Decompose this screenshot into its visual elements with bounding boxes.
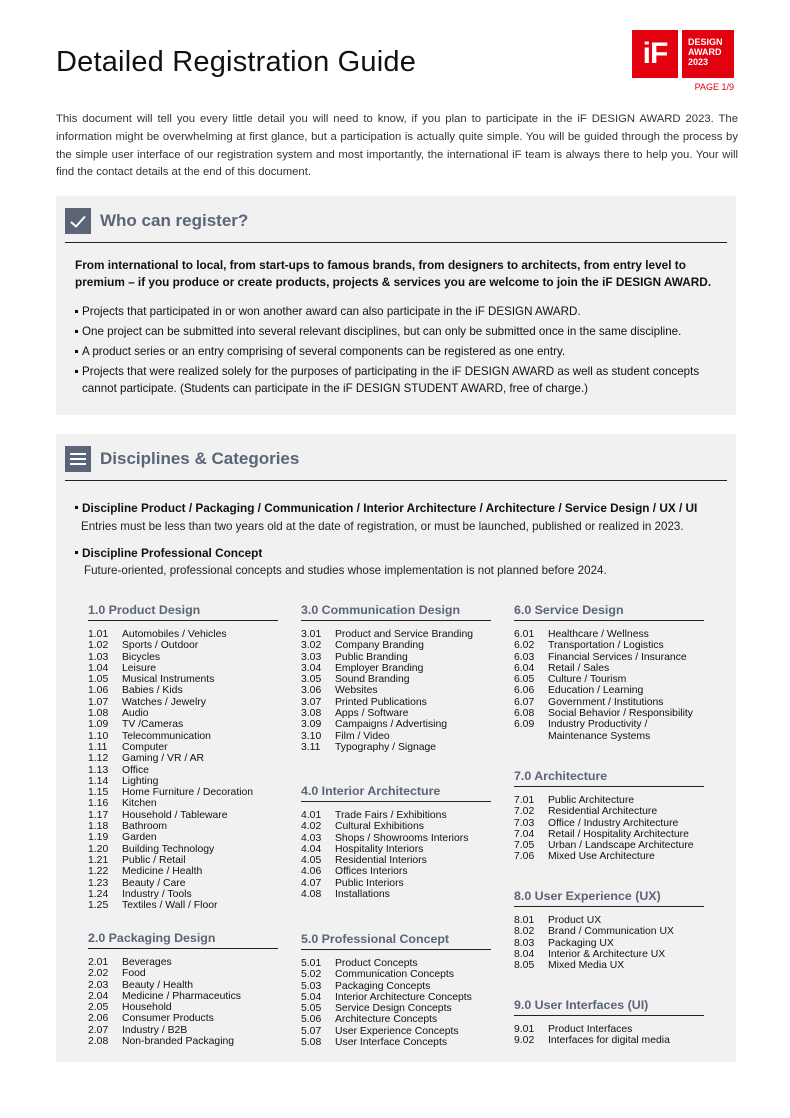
category-number: 1.04 [88, 662, 109, 674]
category-number: 1.24 [88, 888, 109, 900]
category-list [301, 810, 491, 900]
category-name: Product Concepts [335, 958, 418, 969]
category-name: Interior Architecture Concepts [335, 991, 472, 1003]
category-title: 9.0 User Interfaces (UI) [514, 998, 704, 1016]
category-name: Residential Architecture [548, 806, 658, 818]
category-item [88, 652, 278, 663]
discipline-description: Future-oriented, professional concepts and studies whose implementation is not planned before 2024. [84, 564, 607, 577]
category-item [514, 674, 704, 685]
category-number: 3.05 [301, 674, 322, 686]
category-list [88, 957, 278, 1047]
category-name: Non-branded Packaging [122, 1036, 235, 1048]
category-number: 6.04 [514, 662, 535, 674]
category-number: 7.03 [514, 817, 535, 829]
category-communication-design [301, 603, 491, 753]
category-name: Printed Publications [335, 696, 427, 708]
category-name: User Experience Concepts [335, 1025, 459, 1037]
category-item [514, 949, 704, 960]
list-icon [65, 446, 91, 472]
category-title: 1.0 Product Design [88, 603, 278, 621]
category-name: Government / Institutions [548, 696, 664, 708]
category-user-experience [514, 889, 704, 971]
category-item [88, 640, 278, 651]
category-name: Transportation / Logistics [548, 640, 664, 652]
category-item [88, 889, 278, 900]
who-can-register-panel [56, 196, 736, 415]
category-name: Household / Tableware [122, 809, 228, 821]
category-number: 1.05 [88, 674, 109, 686]
category-item [301, 697, 491, 708]
category-number: 1.25 [88, 900, 109, 912]
category-name: Gaming / VR / AR [122, 753, 204, 765]
category-item [301, 878, 491, 889]
category-name: Product Interfaces [548, 1024, 633, 1035]
category-item [301, 685, 491, 696]
category-name: Mixed Use Architecture [548, 851, 655, 863]
category-name: Websites [335, 685, 378, 697]
category-name: Food [122, 968, 146, 980]
category-number: 1.12 [88, 753, 109, 765]
category-title: 3.0 Communication Design [301, 603, 491, 621]
category-service-design [514, 603, 704, 742]
list-item: Projects that participated in or won another award can also participate in the iF DESIGN AWARD. [75, 303, 720, 320]
category-item [514, 806, 704, 817]
who-bullet-list [75, 303, 720, 400]
category-item [88, 674, 278, 685]
category-number: 6.08 [514, 708, 535, 720]
category-number: 2.03 [88, 979, 109, 991]
category-name: Employer Branding [335, 662, 424, 674]
category-number: 1.19 [88, 832, 109, 844]
category-name: Cultural Exhibitions [335, 821, 424, 833]
page-title: Detailed Registration Guide [56, 46, 417, 78]
category-item [301, 889, 491, 900]
category-number: 8.04 [514, 948, 535, 960]
category-title: 7.0 Architecture [514, 769, 704, 787]
category-number: 4.01 [301, 810, 322, 821]
category-number: 2.06 [88, 1013, 109, 1025]
category-item [88, 765, 278, 776]
category-list [301, 958, 491, 1048]
category-number: 5.08 [301, 1037, 322, 1049]
category-name: TV /Cameras [122, 719, 184, 731]
category-number: 5.03 [301, 980, 322, 992]
category-item [88, 776, 278, 787]
category-number: 5.07 [301, 1025, 322, 1037]
category-number: 1.10 [88, 730, 109, 742]
category-item [88, 1036, 278, 1047]
category-name: Public Branding [335, 651, 408, 663]
category-name: Interior & Architecture UX [548, 948, 666, 960]
category-item [88, 980, 278, 991]
category-number: 1.23 [88, 877, 109, 889]
category-item [301, 629, 491, 640]
discipline-heading: Discipline Professional Concept [75, 546, 262, 560]
if-design-award-logo [632, 30, 734, 78]
category-item [514, 960, 704, 971]
category-number: 7.05 [514, 840, 535, 852]
category-number: 1.14 [88, 775, 109, 787]
category-title: 4.0 Interior Architecture [301, 784, 491, 802]
category-name: Mixed Media UX [548, 960, 625, 972]
intro-paragraph: This document will tell you every little detail you will need to know, if you plan to participate in the iF DESIGN AWARD 2023. The information might be overwhelming at first glance, but a participation is actually quite simple. You will be guided through the process by the simple user interface of our registration system and most importantly, the international iF team is always there to help you. Your will find the contact details at the end of this document. [56, 113, 738, 179]
category-name: Automobiles / Vehicles [122, 629, 227, 640]
category-item [301, 981, 491, 992]
category-item [301, 866, 491, 877]
category-name: Financial Services / Insurance [548, 651, 687, 663]
category-number: 6.06 [514, 685, 535, 697]
category-number: 4.03 [301, 832, 322, 844]
category-number: 3.11 [301, 741, 321, 753]
category-item [301, 742, 491, 753]
category-item [514, 1035, 704, 1046]
category-item [301, 810, 491, 821]
category-name: User Interface Concepts [335, 1037, 448, 1049]
category-item [301, 1003, 491, 1014]
category-number: 1.20 [88, 843, 109, 855]
disciplines-header [65, 446, 299, 472]
category-name: Campaigns / Advertising [335, 719, 448, 731]
category-name: Industry / Tools [122, 888, 192, 900]
category-number: 8.03 [514, 937, 535, 949]
category-item [301, 833, 491, 844]
list-item: One project can be submitted into several relevant disciplines, but can only be submitted once in the same discipline. [75, 323, 720, 340]
category-item [88, 787, 278, 798]
category-number: 1.11 [88, 741, 108, 753]
logo-mark: iF [632, 30, 678, 78]
category-packaging-design [88, 931, 278, 1047]
category-number: 4.07 [301, 877, 322, 889]
category-item [88, 663, 278, 674]
category-number: 6.07 [514, 696, 535, 708]
category-item [514, 915, 704, 926]
category-item [514, 629, 704, 640]
category-name: Apps / Software [335, 708, 409, 720]
category-name: Trade Fairs / Exhibitions [335, 810, 447, 821]
category-name: Product UX [548, 915, 602, 926]
category-name: Hospitality Interiors [335, 843, 424, 855]
category-item [301, 663, 491, 674]
category-item [301, 958, 491, 969]
category-number: 6.01 [514, 629, 535, 640]
category-number: 8.05 [514, 960, 535, 972]
category-item [514, 926, 704, 937]
category-number: 1.03 [88, 651, 109, 663]
category-name: Company Branding [335, 640, 424, 652]
category-item [301, 719, 491, 730]
category-number: 4.04 [301, 843, 322, 855]
category-item [88, 685, 278, 696]
category-name: Beauty / Care [122, 877, 186, 889]
category-number: 7.02 [514, 806, 535, 818]
category-number: 1.15 [88, 787, 109, 799]
category-number: 5.02 [301, 969, 322, 981]
category-number: 9.01 [514, 1024, 535, 1035]
category-name: Lighting [122, 775, 159, 787]
category-item [514, 829, 704, 840]
list-item: A product series or an entry comprising of several components can be registered as one entry. [75, 343, 720, 360]
category-item [301, 731, 491, 742]
category-name: Sound Branding [335, 674, 410, 686]
category-name: Beverages [122, 957, 172, 968]
divider [65, 242, 727, 243]
category-number: 3.08 [301, 708, 322, 720]
checkmark-icon [65, 208, 91, 234]
category-number: 6.05 [514, 674, 535, 686]
category-product-design [88, 603, 278, 911]
category-item [514, 851, 704, 862]
category-name: Retail / Sales [548, 662, 610, 674]
category-item [514, 818, 704, 829]
category-name: Consumer Products [122, 1013, 214, 1025]
category-number: 4.08 [301, 889, 322, 901]
category-architecture [514, 769, 704, 863]
category-number: 4.06 [301, 866, 322, 878]
category-item [514, 708, 704, 719]
category-list [514, 915, 704, 971]
category-name: Telecommunication [122, 730, 211, 742]
category-name: Shops / Showrooms Interiors [335, 832, 469, 844]
category-item [514, 685, 704, 696]
category-item [88, 697, 278, 708]
category-name: Garden [122, 832, 157, 844]
category-name: Urban / Landscape Architecture [548, 840, 694, 852]
category-name: Household [122, 1002, 172, 1014]
category-number: 1.02 [88, 640, 109, 652]
category-name: Packaging Concepts [335, 980, 431, 992]
category-name: Bathroom [122, 821, 168, 833]
category-name: Musical Instruments [122, 674, 215, 686]
category-item [514, 652, 704, 663]
category-name: Office [122, 764, 149, 776]
category-name: Computer [122, 741, 168, 753]
category-number: 1.09 [88, 719, 109, 731]
category-title: 5.0 Professional Concept [301, 932, 491, 950]
category-item [88, 753, 278, 764]
category-number: 1.06 [88, 685, 109, 697]
category-name: Office / Industry Architecture [548, 817, 679, 829]
category-list [514, 1024, 704, 1047]
category-item [88, 878, 278, 889]
page-number: PAGE 1/9 [694, 82, 734, 92]
category-name: Film / Video [335, 730, 390, 742]
category-item [301, 969, 491, 980]
category-name: Brand / Communication UX [548, 926, 674, 938]
category-number: 1.08 [88, 708, 109, 720]
category-number: 8.01 [514, 915, 535, 926]
category-item [514, 938, 704, 949]
category-number: 2.08 [88, 1036, 109, 1048]
category-item [88, 866, 278, 877]
category-name: Home Furniture / Decoration [122, 787, 254, 799]
category-number: 3.03 [301, 651, 322, 663]
category-name: Offices Interiors [335, 866, 408, 878]
category-name: Medicine / Health [122, 866, 203, 878]
category-name: Public Interiors [335, 877, 404, 889]
category-name: Packaging UX [548, 937, 614, 949]
category-name: Public Architecture [548, 795, 635, 806]
category-number: 7.04 [514, 828, 535, 840]
category-name: Culture / Tourism [548, 674, 627, 686]
category-number: 2.04 [88, 990, 109, 1002]
category-number: 8.02 [514, 926, 535, 938]
category-name: Bicycles [122, 651, 161, 663]
category-professional-concept [301, 932, 491, 1048]
category-name: Interfaces for digital media [548, 1035, 670, 1047]
category-number: 3.06 [301, 685, 322, 697]
category-name: Social Behavior / Responsibility [548, 708, 693, 720]
category-number: 5.04 [301, 991, 322, 1003]
discipline-heading: Discipline Product / Packaging / Communication / Interior Architecture / Architecture / Service Design / UX / UI [75, 501, 697, 515]
category-number: 1.17 [88, 809, 109, 821]
category-number: 2.05 [88, 1002, 109, 1014]
category-item [88, 821, 278, 832]
category-item [514, 697, 704, 708]
category-number: 4.05 [301, 855, 322, 867]
category-title: 2.0 Packaging Design [88, 931, 278, 949]
category-number: 7.01 [514, 795, 535, 806]
section-title: Disciplines & Categories [100, 449, 300, 468]
category-name: Architecture Concepts [335, 1014, 438, 1026]
category-item [301, 992, 491, 1003]
category-item [514, 719, 704, 742]
category-title: 8.0 User Experience (UX) [514, 889, 704, 907]
category-item [514, 795, 704, 806]
category-number: 5.05 [301, 1003, 322, 1015]
category-number: 2.01 [88, 957, 109, 968]
category-name: Babies / Kids [122, 685, 183, 697]
who-can-register-header [65, 208, 248, 234]
category-number: 3.09 [301, 719, 322, 731]
category-item [88, 968, 278, 979]
category-name: Healthcare / Wellness [548, 629, 649, 640]
category-number: 3.07 [301, 696, 322, 708]
category-item [88, 629, 278, 640]
category-number: 3.02 [301, 640, 322, 652]
category-name: Installations [335, 889, 390, 901]
category-number: 7.06 [514, 851, 535, 863]
category-name: Product and Service Branding [335, 629, 474, 640]
category-list [301, 629, 491, 753]
category-number: 2.02 [88, 968, 109, 980]
category-number: 1.22 [88, 866, 109, 878]
category-user-interfaces [514, 998, 704, 1047]
category-number: 1.13 [88, 764, 109, 776]
list-item: Projects that were realized solely for the purposes of participating in the iF DESIGN AWARD as well as student concepts cannot participate. (Students can participate in the iF DESIGN STUDENT AWARD, free of charge.) [75, 363, 720, 397]
category-item [301, 844, 491, 855]
category-title: 6.0 Service Design [514, 603, 704, 621]
category-number: 1.18 [88, 821, 109, 833]
category-number: 1.16 [88, 798, 109, 810]
category-name: Retail / Hospitality Architecture [548, 828, 689, 840]
category-item [88, 900, 278, 911]
category-name: Industry / B2B [122, 1024, 188, 1036]
category-name: Communication Concepts [335, 969, 454, 981]
category-item [88, 719, 278, 730]
category-number: 1.07 [88, 696, 109, 708]
category-name: Medicine / Pharmaceutics [122, 990, 241, 1002]
category-item [514, 663, 704, 674]
category-item [301, 1026, 491, 1037]
category-item [88, 855, 278, 866]
category-number: 2.07 [88, 1024, 109, 1036]
category-name: Textiles / Wall / Floor [122, 900, 218, 912]
category-item [88, 844, 278, 855]
category-item [88, 708, 278, 719]
category-item [88, 731, 278, 742]
category-name: Typography / Signage [335, 741, 437, 753]
category-list [88, 629, 278, 911]
category-name: Watches / Jewelry [122, 696, 206, 708]
discipline-description: Entries must be less than two years old at the date of registration, or must be launched, published or realized in 2023. [81, 520, 684, 533]
category-item [301, 821, 491, 832]
category-number: 3.10 [301, 730, 322, 742]
category-item [88, 1002, 278, 1013]
category-name: Building Technology [122, 843, 215, 855]
logo-text: DESIGN AWARD 2023 [682, 30, 734, 78]
category-item [88, 957, 278, 968]
category-list [514, 795, 704, 863]
category-number: 5.06 [301, 1014, 322, 1026]
category-name: Beauty / Health [122, 979, 194, 991]
category-list [514, 629, 704, 742]
category-item [301, 1014, 491, 1025]
category-name: Education / Learning [548, 685, 644, 697]
category-item [88, 798, 278, 809]
category-interior-architecture [301, 784, 491, 900]
category-name: Industry Productivity / Maintenance Systems [548, 719, 651, 742]
category-name: Leisure [122, 662, 157, 674]
category-name: Service Design Concepts [335, 1003, 452, 1015]
category-number: 3.01 [301, 629, 322, 640]
category-number: 3.04 [301, 662, 322, 674]
category-name: Residential Interiors [335, 855, 427, 867]
category-name: Kitchen [122, 798, 157, 810]
category-name: Sports / Outdoor [122, 640, 199, 652]
category-item [514, 1024, 704, 1035]
category-number: 6.09 [514, 719, 535, 731]
category-number: 9.02 [514, 1035, 535, 1047]
category-item [88, 832, 278, 843]
category-number: 6.02 [514, 640, 535, 652]
section-title: Who can register? [100, 211, 249, 230]
category-item [514, 640, 704, 651]
category-item [514, 840, 704, 851]
category-item [88, 1013, 278, 1024]
category-number: 5.01 [301, 958, 322, 969]
category-item [88, 742, 278, 753]
category-number: 4.02 [301, 821, 322, 833]
category-name: Audio [122, 708, 149, 720]
category-number: 1.21 [88, 854, 109, 866]
category-item [301, 1037, 491, 1048]
category-name: Public / Retail [122, 854, 186, 866]
category-item [301, 674, 491, 685]
who-lead-text: From international to local, from start-ups to famous brands, from designers to architects, from entry level to premium – if you produce or create products, projects & services you are welcome to join the iF DESIGN AWARD. [75, 258, 712, 289]
category-number: 1.01 [88, 629, 109, 640]
category-item [88, 810, 278, 821]
category-item [301, 855, 491, 866]
category-item [88, 1025, 278, 1036]
divider [65, 480, 727, 481]
category-item [301, 652, 491, 663]
category-item [88, 991, 278, 1002]
category-item [301, 640, 491, 651]
category-item [301, 708, 491, 719]
category-number: 6.03 [514, 651, 535, 663]
